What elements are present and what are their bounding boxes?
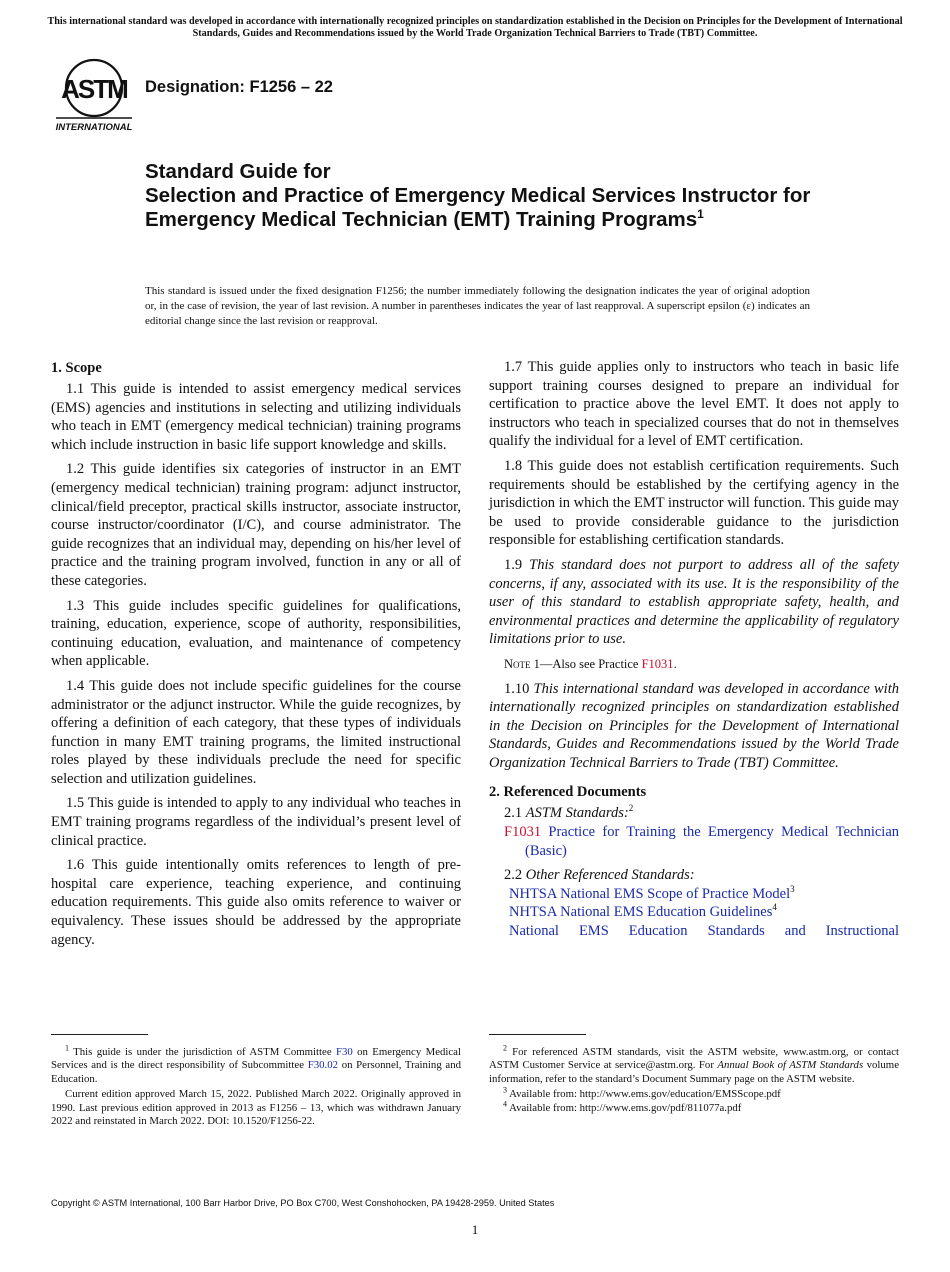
section-2-1-sup: 2 [628, 803, 634, 814]
section-2-1-number: 2.1 [504, 805, 523, 822]
ref-national-ems-link[interactable]: National EMS Education Standards and Instructional [509, 923, 899, 940]
section-1-2: 1.2 This guide identifies six categories of instructor in an EMT (emergency medical technician) training program: adjunct instructor, clinical/field preceptor, practical skills instructor, associate instructor, course instructor/coordinator (I/C), and course administrator. The guide recognizes that an individual may, depending on his/her level of practice and the training program involved, function in any or all of these categories. [51, 461, 461, 589]
designation: Designation: F1256 – 22 [145, 78, 333, 96]
note-label: Note 1 [504, 656, 540, 671]
footnote-2-marker: 2 [503, 1043, 507, 1053]
section-2-1-text: ASTM Standards: [525, 805, 629, 822]
footnote-rule-right [489, 1034, 586, 1035]
intro-paragraph: This standard is issued under the fixed designation F1256; the number immediately following the designation indicates the year of original adoption or, in the case of revision, the year of last revision. A number in parentheses indicates the year of last reapproval. A superscript epsilon (ε) indicates an editorial change since the last revision or reapproval. [145, 285, 810, 328]
title-line-2: Selection and Practice of Emergency Medical Services Instructor for Emergency Medical Technician (EMT) Training Programs [145, 184, 811, 231]
footnote-1-marker: 1 [65, 1043, 69, 1053]
astm-logo [52, 56, 136, 134]
section-2-2 [489, 866, 899, 885]
ref-f1031-code[interactable]: F1031 [504, 824, 542, 841]
section-2-2-number: 2.2 [504, 867, 523, 884]
f3002-link[interactable]: F30.02 [307, 1059, 339, 1072]
note-f1031-link[interactable]: F1031 [641, 656, 674, 671]
footnote-4-text: Available from: http://www.ems.gov/pdf/811077a.pdf [509, 1101, 742, 1114]
footnote-3-marker: 3 [503, 1085, 507, 1095]
footnotes-right [489, 1043, 899, 1115]
footnotes-left [51, 1043, 461, 1130]
section-1-9-number: 1.9 [504, 556, 523, 573]
scope-heading: 1. Scope [51, 360, 102, 376]
section-1-9 [489, 556, 899, 649]
section-1-10-text: This international standard was developed in accordance with internationally recognized principles on standardization established in the Decision on Principles for the Development of International Standards, Guides and Recommendations issued by the World Trade Organization Technical Barriers to Trade (TBT) Committee. [489, 680, 899, 771]
document-title [145, 160, 845, 232]
left-column [51, 358, 461, 955]
footnote-3-text: Available from: http://www.ems.gov/education/EMSScope.pdf [509, 1088, 781, 1101]
copyright-footer: Copyright © ASTM International, 100 Barr Harbor Drive, PO Box C700, West Conshohocken, PA 19428-2959. United States [51, 1198, 555, 1208]
footnote-2-text-a: For referenced ASTM standards, visit the ASTM website, www.astm.org, or contact ASTM Customer Service at service@astm.org. For [489, 1046, 899, 1072]
footnote-rule-left [51, 1034, 148, 1035]
footnote-3 [489, 1085, 899, 1101]
section-1-7: 1.7 This guide applies only to instructors who teach in basic life support training courses designed to prepare an individual for certification to practice above the level EMT. It does not apply to instructors who teach in specialized courses that do not in themselves qualify the individual for a level of EMT certification. [489, 359, 899, 450]
section-1-8: 1.8 This guide does not establish certification requirements. Such requirements should be established by the certifying agency in the jurisdiction in which the EMT instructor will function. This guide may be used to provide considerable guidance to the jurisdiction responsible for establishing certification standards. [489, 457, 899, 549]
ref-nhtsa-guidelines-link[interactable]: NHTSA National EMS Education Guidelines [509, 904, 773, 921]
section-2-1 [489, 804, 899, 823]
footnote-1-text-c: on Personnel, Training and Education. [51, 1059, 461, 1085]
section-1-3: 1.3 This guide includes specific guidelines for qualifications, training, education, experience, scope of authority, responsibilities, continuing education, evaluation, and maintenance of competency when applicable. [51, 597, 461, 670]
ref-nhtsa-scope[interactable] [489, 885, 899, 904]
footnote-1-text-a: This guide is under the jurisdiction of ASTM Committee [73, 1046, 336, 1058]
ref-f1031-title[interactable]: Practice for Training the Emergency Medical Technician (Basic) [525, 824, 900, 859]
section-1-5: 1.5 This guide is intended to apply to any individual who teaches in EMT training programs regardless of the individual’s present level of clinical practice. [51, 795, 461, 849]
section-1-4: 1.4 This guide does not include specific guidelines for the course administrator or the adjunct instructor. While the guide recognizes, by offering a definition of each category, that these types of individuals function in many EMT training programs, the limited instructional roles played by these individuals preclude the need for specific selection and utilization guidelines. [51, 677, 461, 787]
title-footnote-marker: 1 [697, 207, 704, 222]
page-number: 1 [471, 1222, 479, 1237]
footnote-1-text-b: on Emergency Medical Services and is the direct responsibility of Subcommittee [51, 1046, 461, 1072]
footnote-2 [489, 1043, 899, 1086]
footnote-4 [489, 1099, 899, 1115]
logo-subtext: INTERNATIONAL [55, 122, 133, 133]
right-column [489, 358, 899, 941]
footnote-2-text-b: volume information, refer to the standard’s Document Summary page on the ASTM website. [489, 1059, 899, 1085]
footnote-1 [51, 1043, 461, 1086]
footnote-2-italic: Annual Book of ASTM Standards [717, 1059, 864, 1072]
section-1-6: 1.6 This guide intentionally omits references to length of pre-hospital care experience, teaching experience, and continuing education requirements. This guide also omits reference to waiver or equivalency. These issues should be addressed by the appropriate agency. [51, 857, 461, 948]
ref-nhtsa-guidelines[interactable] [489, 903, 899, 922]
section-1-10-number: 1.10 [504, 680, 530, 697]
note-text: —Also see Practice [539, 656, 642, 671]
ref-nhtsa-scope-sup: 3 [790, 884, 795, 895]
tbt-notice: This international standard was developed in accordance with internationally recognized principles on standardization established in the Decision on Principles for the Development of International Standards, Guides and Recommendations issued by the World Trade Organization Technical Barriers to Trade (TBT) Committee. [47, 16, 903, 39]
ref-f1031[interactable] [504, 823, 899, 860]
title-line-1: Standard Guide for [145, 160, 331, 183]
section-2-2-text: Other Referenced Standards: [525, 867, 695, 884]
f30-link[interactable]: F30 [335, 1046, 353, 1058]
ref-nhtsa-guidelines-sup: 4 [772, 902, 777, 913]
logo-mark: ASTM [61, 74, 127, 104]
ref-nhtsa-scope-link[interactable]: NHTSA National EMS Scope of Practice Model [509, 885, 791, 902]
section-1-1: 1.1 This guide is intended to assist emergency medical services (EMS) agencies and institutions in selecting and utilizing individuals who teach in EMT (emergency medical technician) training programs which include instruction in basic life support knowledge and skills. [51, 381, 461, 453]
ref-national-ems[interactable] [489, 922, 899, 941]
referenced-documents-heading: 2. Referenced Documents [489, 784, 647, 801]
footnote-1-edition: Current edition approved March 15, 2022. Published March 2022. Originally approved in 1990. Last previous edition approved in 2013 as F1256 – 13, which was withdrawn January 2022 and reinstated in March 2022. DOI: 10.1520/F1256-22. [51, 1088, 461, 1128]
footnote-4-marker: 4 [503, 1099, 507, 1109]
note-1: Note 1—Also see Practice F1031. [504, 656, 677, 671]
section-1-9-text: This standard does not purport to address all of the safety concerns, if any, associated with its use. It is the responsibility of the user of this standard to establish appropriate safety, health, and environmental practices and determine the applicability of regulatory limitations prior to use. [489, 556, 899, 648]
section-1-10 [489, 680, 899, 773]
